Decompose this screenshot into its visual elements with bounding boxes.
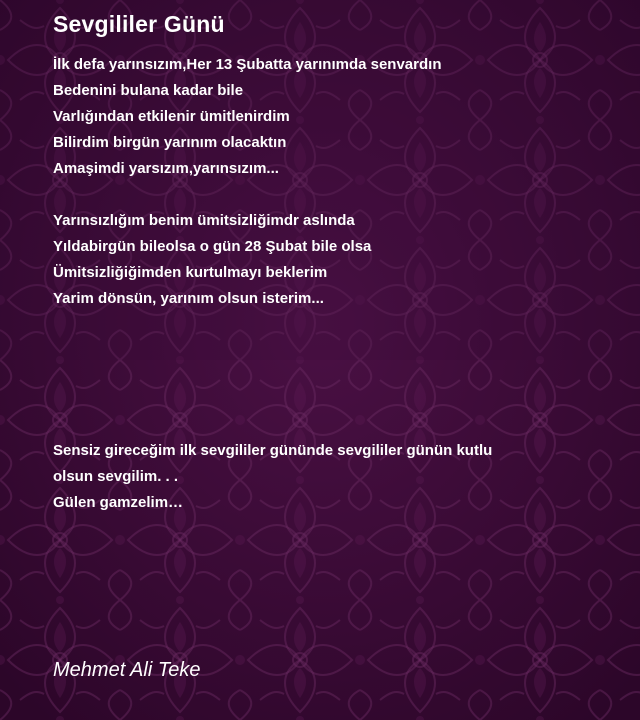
- poem-line: Bedenini bulana kadar bile: [53, 82, 244, 99]
- poem-line: Yıldabirgün bileolsa o gün 28 Şubat bile olsa: [53, 238, 372, 255]
- poem-author: Mehmet Ali Teke: [53, 659, 201, 681]
- poem-line: Ümitsizliğiğimden kurtulmayı beklerim: [53, 264, 328, 281]
- poem-stanza-1: [53, 52, 441, 182]
- poem-line: olsun sevgilim. . .: [53, 468, 179, 485]
- poem-line: Amaşimdi yarsızım,yarınsızım...: [53, 160, 279, 177]
- poem-stanza-3: [53, 438, 492, 516]
- poem-title: Sevgililer Günü: [53, 11, 225, 37]
- poem-line: İlk defa yarınsızım,Her 13 Şubatta yarınımda senvardın: [53, 56, 442, 73]
- poem-line: Varlığından etkilenir ümitlenirdim: [53, 108, 290, 125]
- poem-line: Yarınsızlığım benim ümitsizliğimdr aslında: [53, 212, 355, 229]
- poem-line: Sensiz gireceğim ilk sevgililer gününde sevgililer günün kutlu: [53, 442, 493, 459]
- poem-stanza-2: [53, 208, 371, 312]
- poem-line: Yarim dönsün, yarınım olsun isterim...: [53, 290, 324, 307]
- poem-line: Gülen gamzelim…: [53, 494, 184, 511]
- poem-line: Bilirdim birgün yarınım olacaktın: [53, 134, 287, 151]
